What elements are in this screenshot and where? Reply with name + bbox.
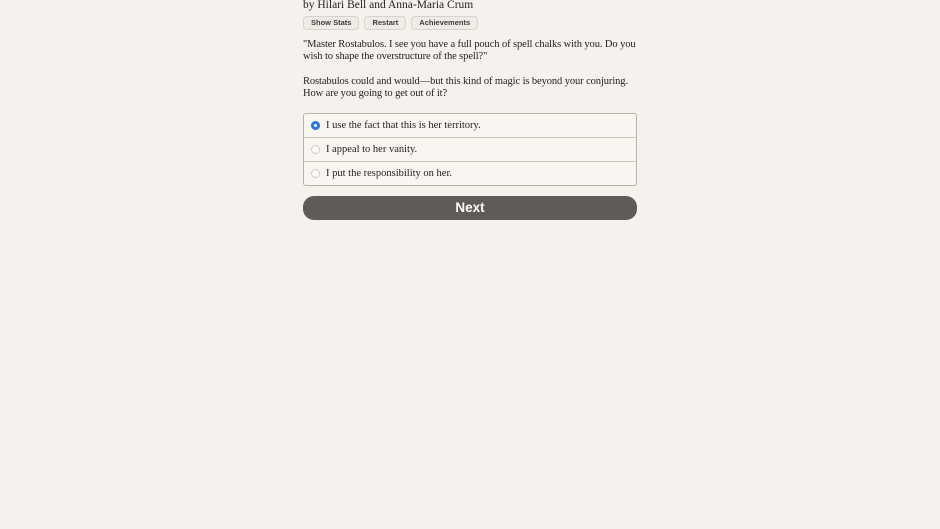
byline: by Hilari Bell and Anna-Maria Crum [303,0,474,11]
radio-button-icon[interactable] [311,169,320,178]
choice-list [303,113,637,186]
story-page [303,0,637,220]
choice-label: I put the responsibility on her. [326,167,452,179]
achievements-button[interactable]: Achievements [411,16,478,30]
show-stats-button[interactable]: Show Stats [303,16,359,30]
story-paragraph: "Master Rostabulos. I see you have a full pouch of spell chalks with you. Do you wish to shape the overstructure of the spell?" [303,38,636,62]
story-paragraph: Rostabulos could and would—but this kind of magic is beyond your conjuring. How are you going to get out of it? [303,75,628,99]
choice-option[interactable] [304,161,636,185]
restart-button[interactable]: Restart [364,16,406,30]
toolbar [303,16,637,30]
choice-option[interactable] [304,114,636,137]
next-button[interactable]: Next [303,196,637,220]
radio-button-icon[interactable] [311,145,320,154]
choice-label: I use the fact that this is her territory. [326,119,481,131]
radio-button-icon[interactable] [311,121,320,130]
choice-label: I appeal to her vanity. [326,143,418,155]
choice-option[interactable] [304,137,636,161]
